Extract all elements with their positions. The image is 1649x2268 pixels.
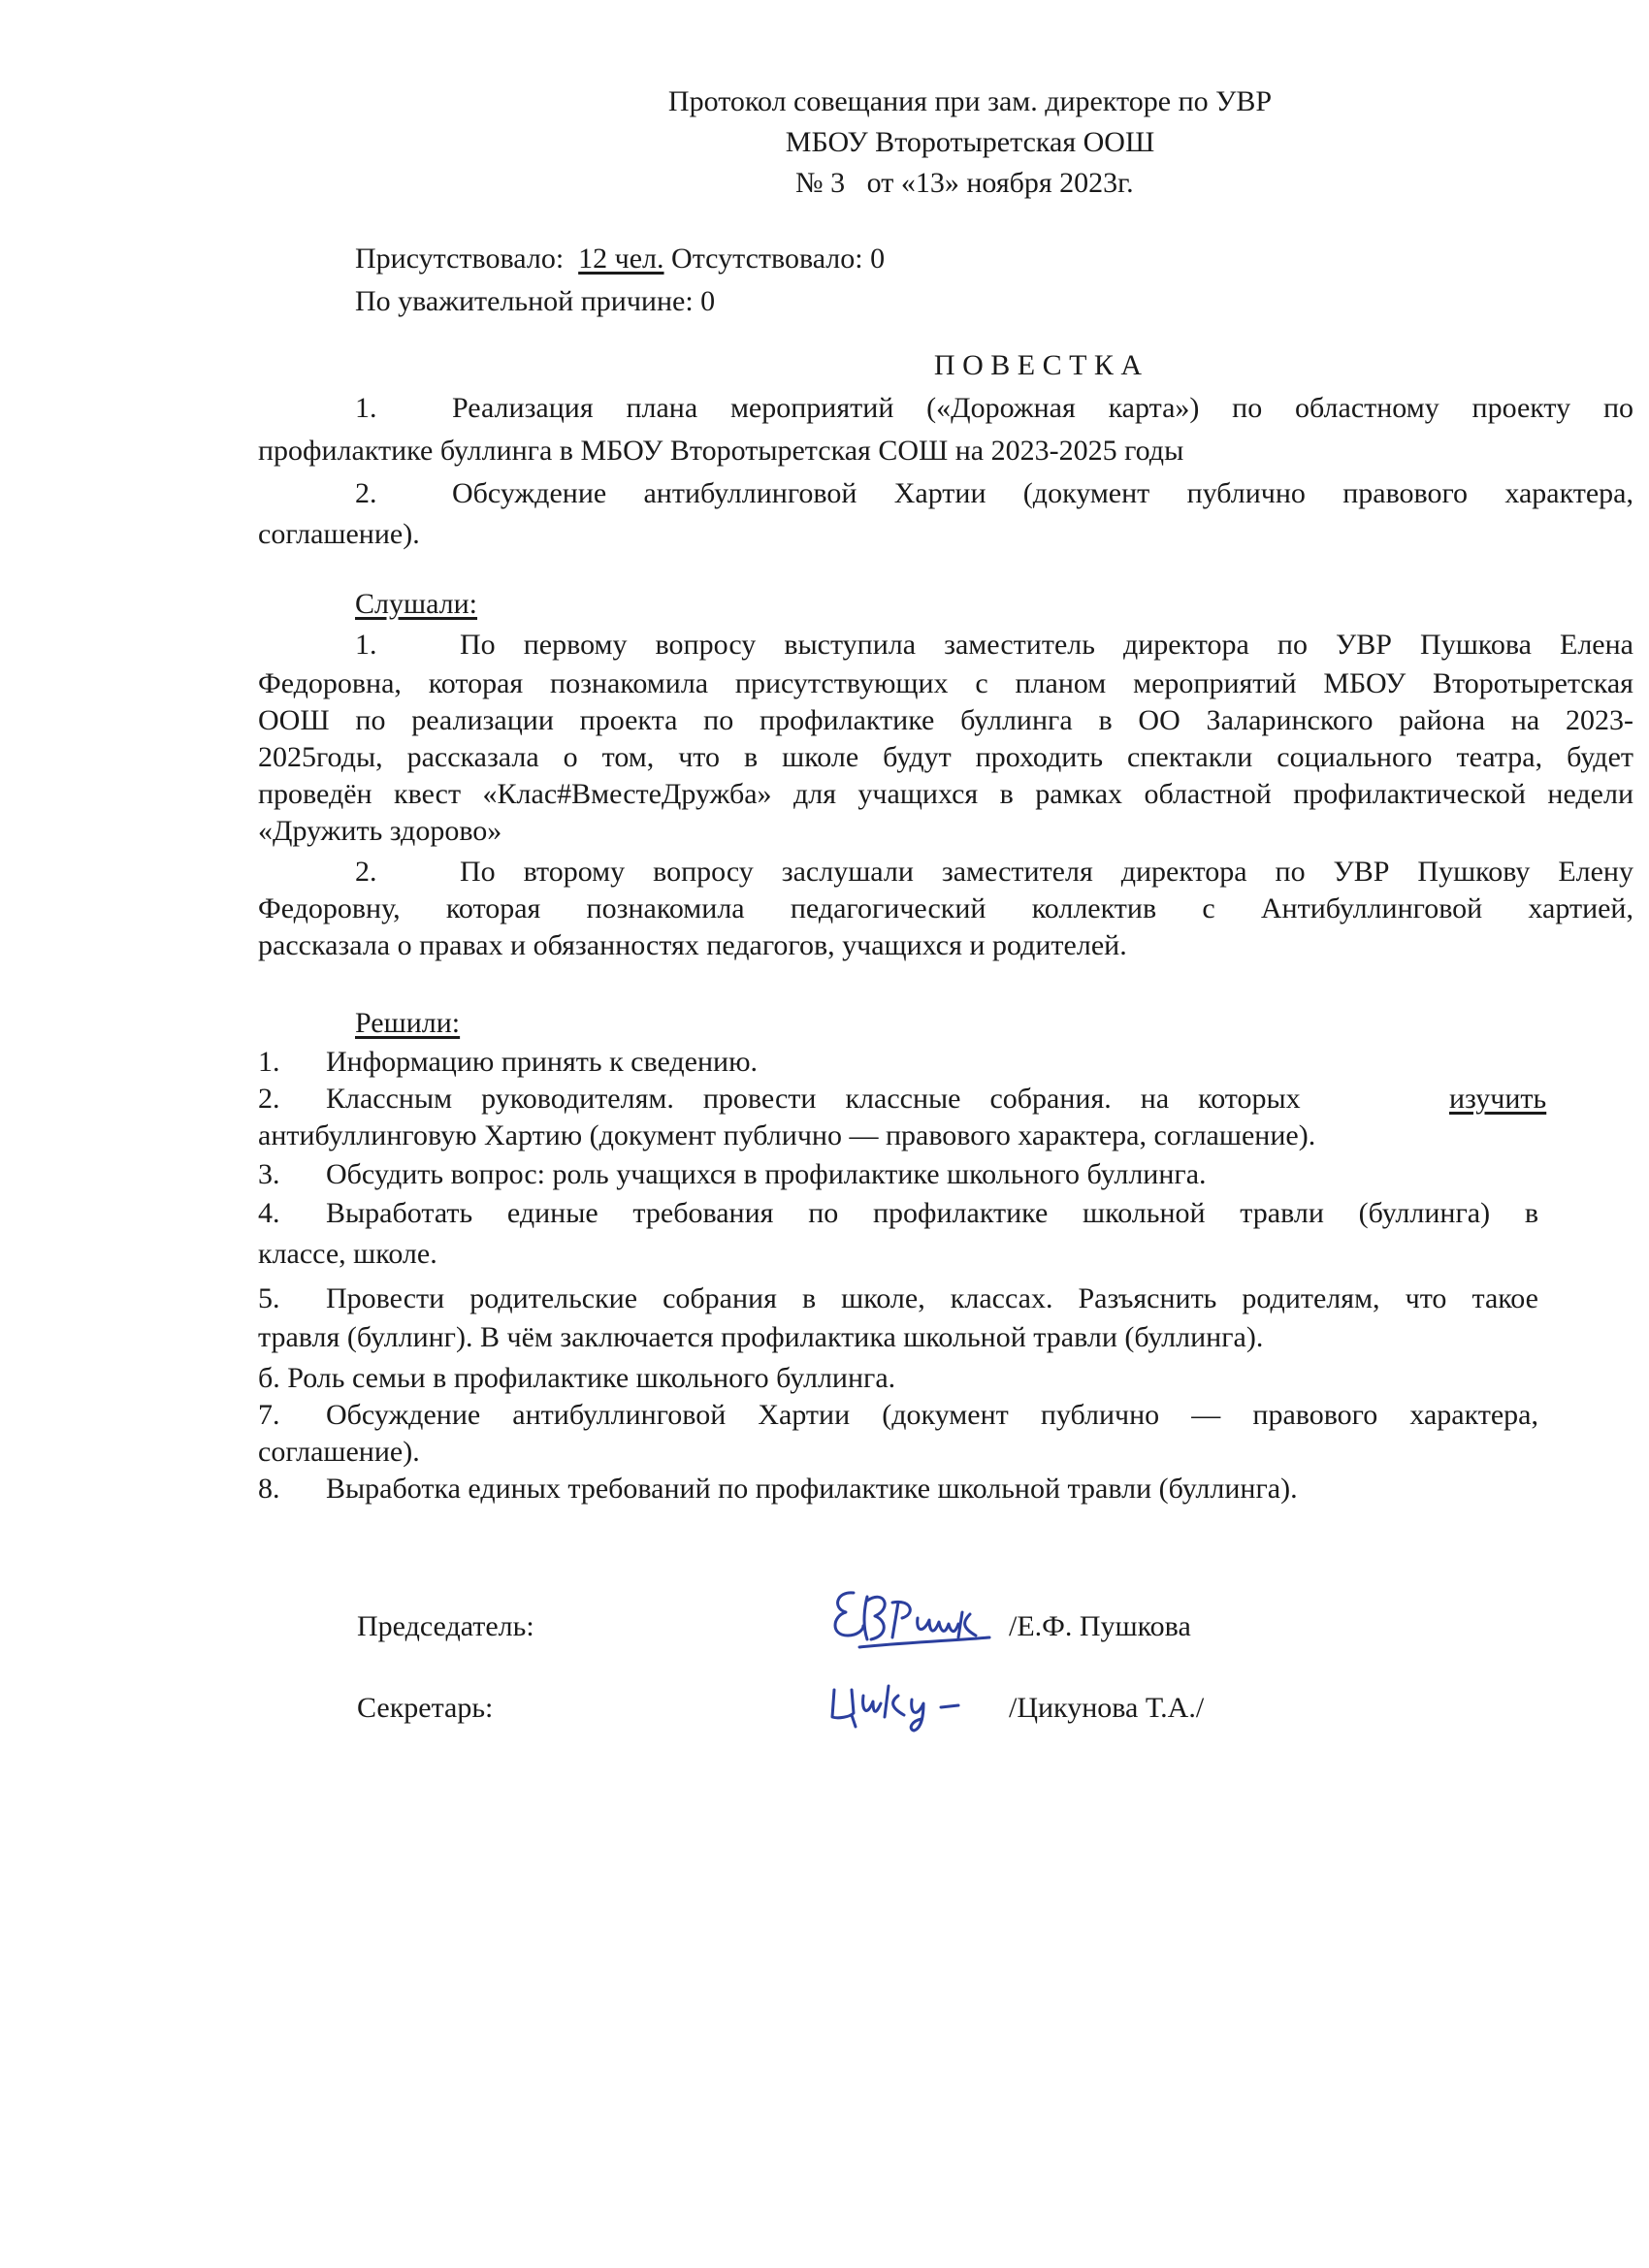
- decided-item-4-line1: Выработать единые требования по профилактике школьной травли (буллинга) в: [326, 1197, 1538, 1229]
- decided-item-1-num: 1.: [258, 1046, 280, 1078]
- decided-title: Решили:: [355, 1007, 461, 1039]
- heard-item-2-num: 2.: [355, 856, 377, 888]
- protocol-date: от «13» ноября 2023г.: [866, 167, 1134, 199]
- decided-item-5-line2: травля (буллинг). В чём заключается профилактика школьной травли (буллинга).: [258, 1321, 1264, 1353]
- heard-title: Слушали:: [355, 588, 478, 620]
- present-label: Присутствовало:: [355, 243, 565, 275]
- heard-item-1-num: 1.: [355, 629, 377, 661]
- decided-item-6-text: Роль семьи в профилактике школьного буллинга.: [287, 1362, 896, 1394]
- decided-item-6: [258, 1360, 895, 1397]
- decided-item-2-text: Классным руководителям. провести классные собрания. на которых: [326, 1083, 1301, 1115]
- absent-count: Отсутствовало: 0: [671, 243, 886, 275]
- excused-count: По уважительной причине: 0: [355, 285, 716, 317]
- decided-item-8-text: Выработка единых требований по профилактике школьной травли (буллинга).: [326, 1473, 1298, 1505]
- decided-item-2-num: 2.: [258, 1083, 280, 1115]
- protocol-number: № 3: [795, 167, 846, 199]
- heard-item-1-line: проведён квест «Клас#ВместеДружба» для учащихся в рамках областной профилактической недели: [258, 778, 1633, 810]
- chair-name: /Е.Ф. Пушкова: [1009, 1610, 1191, 1642]
- heard-item-1-line: По первому вопросу выступила заместитель директора по УВР Пушкова Елена: [460, 629, 1633, 661]
- chair-signature: [824, 1579, 999, 1659]
- attendance-line: [355, 241, 885, 277]
- decided-item-2-line1: [326, 1081, 1558, 1118]
- school-name: МБОУ Второтыретская ООШ: [785, 126, 1155, 158]
- decided-item-7-line1: Обсуждение антибуллинговой Хартии (документ публично — правового характера,: [326, 1399, 1538, 1431]
- agenda-title: П О В Е С Т К А: [933, 349, 1143, 381]
- decided-item-7-line2: соглашение).: [258, 1436, 420, 1468]
- decided-item-3-text: Обсудить вопрос: роль учащихся в профилактике школьного буллинга.: [326, 1158, 1207, 1190]
- agenda-item-2-line2: соглашение).: [258, 518, 420, 550]
- agenda-item-1-line2: профилактике буллинга в МБОУ Второтыретская СОШ на 2023-2025 годы: [258, 435, 1184, 467]
- heard-item-1-line: «Дружить здорово»: [258, 815, 502, 847]
- decided-item-6-num: б.: [258, 1362, 280, 1394]
- heard-item-1-line: 2025годы, рассказала о том, что в школе будут проходить спектакли социального театра, будет: [258, 741, 1633, 773]
- decided-item-2-line2: антибуллинговую Хартию (документ публично — правового характера, соглашение).: [258, 1119, 1316, 1151]
- agenda-item-2-num: 2.: [355, 477, 377, 509]
- secretary-name: /Цикунова Т.А./: [1009, 1692, 1205, 1724]
- decided-item-2-underlined: изучить: [1449, 1083, 1547, 1115]
- heard-item-1-line: ООШ по реализации проекта по профилактике буллинга в ОО Заларинского района на 2023-: [258, 704, 1633, 736]
- heard-item-2-line: рассказала о правах и обязанностях педагогов, учащихся и родителей.: [258, 929, 1127, 961]
- decided-item-3-num: 3.: [258, 1158, 280, 1190]
- decided-item-8-num: 8.: [258, 1473, 280, 1505]
- decided-item-5-line1: Провести родительские собрания в школе, классах. Разъяснить родителям, что такое: [326, 1282, 1538, 1314]
- decided-item-1-text: Информацию принять к сведению.: [326, 1046, 758, 1078]
- decided-item-5-num: 5.: [258, 1282, 280, 1314]
- heard-item-2-line: Федоровну, которая познакомила педагогический коллектив с Антибуллинговой хартией,: [258, 892, 1633, 924]
- chair-label: Председатель:: [357, 1610, 534, 1642]
- decided-item-4-line2: классе, школе.: [258, 1238, 437, 1270]
- protocol-title: Протокол совещания при зам. директоре по УВР: [667, 85, 1273, 117]
- agenda-item-2-line1: Обсуждение антибуллинговой Хартии (документ публично правового характера,: [452, 477, 1633, 509]
- heard-item-1-line: Федоровна, которая познакомила присутствующих с планом мероприятий МБОУ Второтыретская: [258, 667, 1633, 699]
- agenda-item-1-num: 1.: [355, 392, 377, 424]
- decided-item-4-num: 4.: [258, 1197, 280, 1229]
- protocol-number-date: [795, 165, 1134, 202]
- decided-item-7-num: 7.: [258, 1399, 280, 1431]
- secretary-signature: [826, 1661, 972, 1738]
- agenda-item-1-line1: Реализация плана мероприятий («Дорожная карта») по областному проекту по: [452, 392, 1633, 424]
- secretary-label: Секретарь:: [357, 1692, 494, 1724]
- present-value: 12 чел.: [578, 243, 664, 275]
- heard-item-2-line: По второму вопросу заслушали заместителя директора по УВР Пушкову Елену: [460, 856, 1633, 888]
